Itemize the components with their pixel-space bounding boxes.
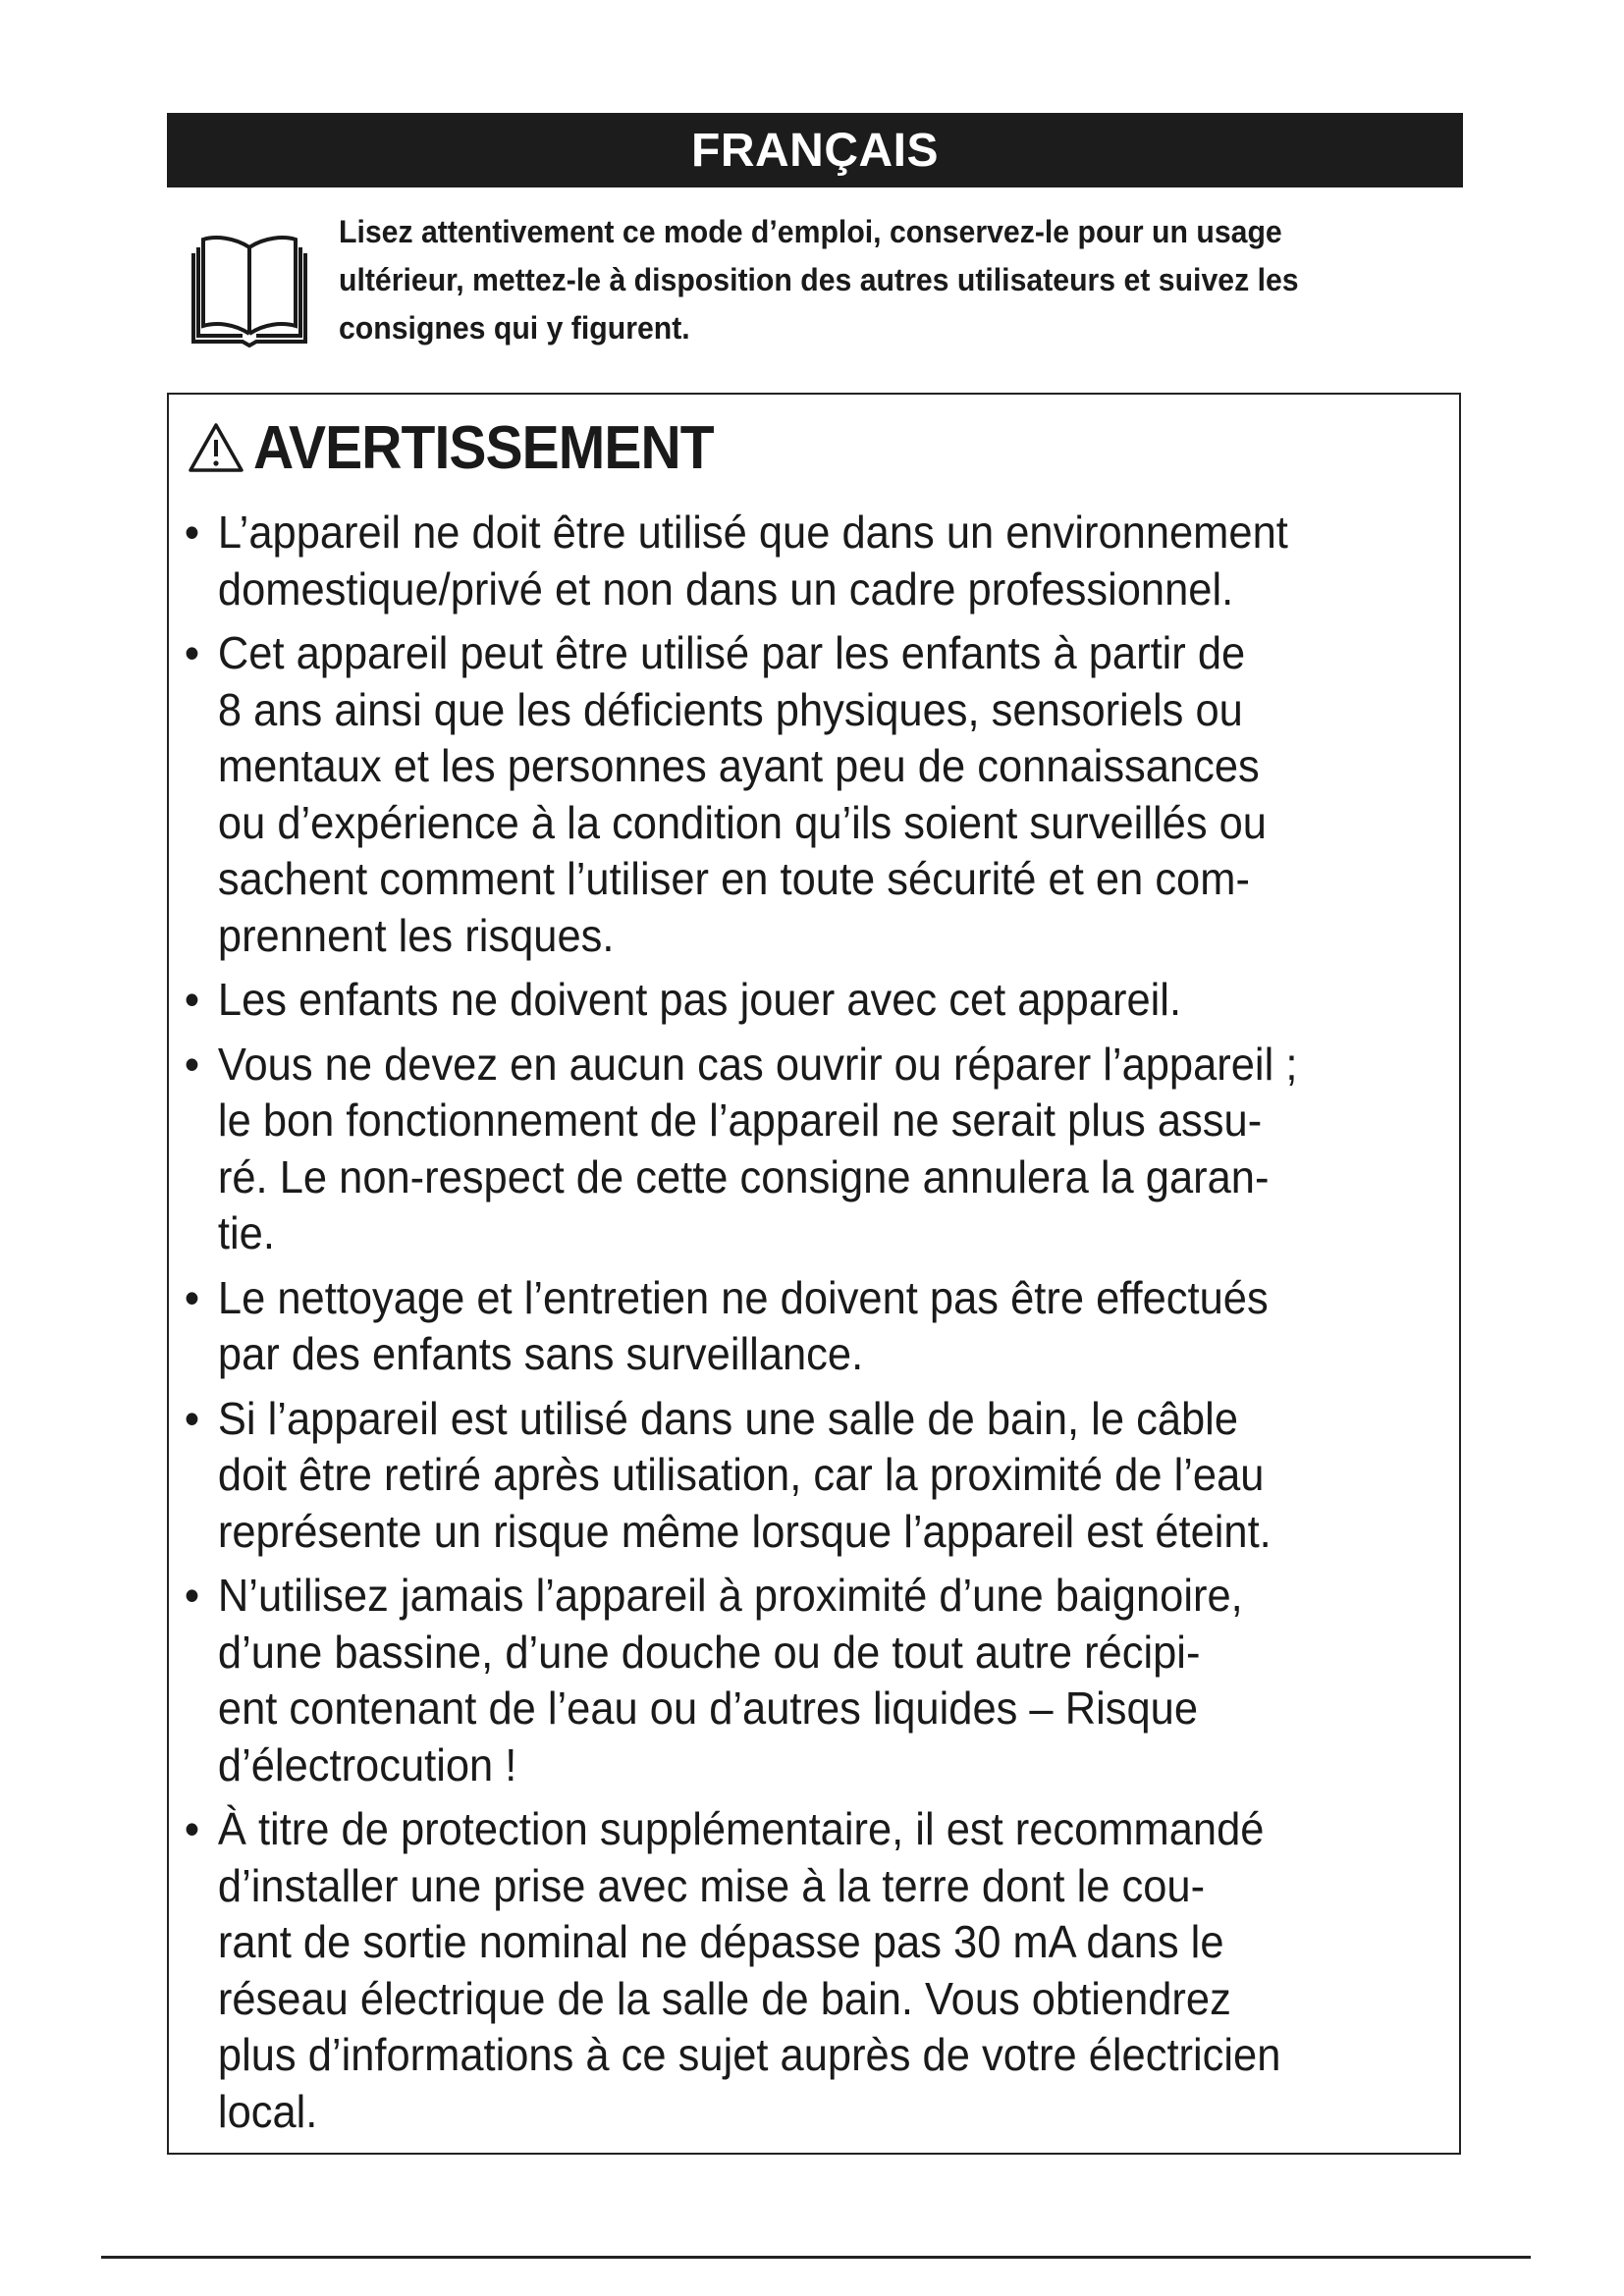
warning-item xyxy=(183,972,1480,1029)
warning-line: d’installer une prise avec mise à la terre dont le cou- xyxy=(217,1859,1206,1911)
warning-line: Le nettoyage et l’entretien ne doivent pas être effectués xyxy=(217,1271,1269,1323)
warning-line: prennent les risques. xyxy=(217,909,615,961)
intro-text xyxy=(339,208,1380,352)
bullet-icon: • xyxy=(184,974,200,1025)
bullet-icon: • xyxy=(184,627,200,678)
intro-notice xyxy=(182,208,1463,355)
warning-line: domestique/privé et non dans un cadre professionnel. xyxy=(217,562,1234,614)
warning-line: N’utilisez jamais l’appareil à proximité d’une baignoire, xyxy=(217,1570,1243,1621)
warning-line: Cet appareil peut être utilisé par les enfants à partir de xyxy=(217,627,1246,678)
warning-line: d’une bassine, d’une douche ou de tout autre récipi- xyxy=(217,1626,1201,1678)
warning-line: mentaux et les personnes ayant peu de connaissances xyxy=(217,740,1260,791)
warning-item xyxy=(183,505,1480,617)
warning-line: local. xyxy=(217,2085,318,2137)
warning-line: tie. xyxy=(217,1207,275,1258)
warning-line: ré. Le non-respect de cette consigne annulera la garan- xyxy=(217,1150,1270,1202)
warning-line: doit être retiré après utilisation, car la proximité de l’eau xyxy=(217,1449,1265,1500)
warning-line: d’électrocution ! xyxy=(217,1738,517,1790)
warning-item xyxy=(183,1270,1480,1383)
language-title: FRANÇAIS xyxy=(691,124,939,177)
warning-line: sachent comment l’utiliser en toute sécurité et en com- xyxy=(217,853,1250,904)
open-book-icon xyxy=(186,226,313,347)
warning-line: À titre de protection supplémentaire, il est recommandé xyxy=(217,1803,1265,1854)
footer-divider xyxy=(101,2256,1531,2259)
bullet-icon: • xyxy=(184,1803,200,1854)
intro-line: consignes qui y figurent. xyxy=(339,310,690,346)
warning-line: le bon fonctionnement de l’appareil ne serait plus assu- xyxy=(217,1095,1263,1146)
bullet-icon: • xyxy=(184,1038,200,1090)
warning-heading xyxy=(187,408,753,487)
warning-line: par des enfants sans surveillance. xyxy=(217,1328,864,1379)
warning-item xyxy=(183,625,1480,964)
warning-item xyxy=(183,1391,1480,1561)
warning-line: L’appareil ne doit être utilisé que dans un environnement xyxy=(217,507,1288,558)
warning-item xyxy=(183,1037,1480,1262)
warning-line: Vous ne devez en aucun cas ouvrir ou réparer l’appareil ; xyxy=(217,1038,1298,1090)
language-header xyxy=(167,113,1463,187)
warning-line: ent contenant de l’eau ou d’autres liquides – Risque xyxy=(217,1682,1199,1734)
bullet-icon: • xyxy=(184,1271,200,1323)
warning-line: ou d’expérience à la condition qu’ils soient surveillés ou xyxy=(217,796,1267,848)
warning-line: Si l’appareil est utilisé dans une salle de bain, le câble xyxy=(217,1392,1239,1444)
intro-line: ultérieur, mettez-le à disposition des autres utilisateurs et suivez les xyxy=(339,262,1299,297)
warning-list xyxy=(183,505,1459,2148)
warning-item xyxy=(183,1568,1480,1793)
warning-line: rant de sortie nominal ne dépasse pas 30 mA dans le xyxy=(217,1916,1224,1967)
warning-line: représente un risque même lorsque l’appareil est éteint. xyxy=(217,1505,1272,1557)
warning-title: AVERTISSEMENT xyxy=(253,413,714,482)
intro-line: Lisez attentivement ce mode d’emploi, conservez-le pour un usage xyxy=(339,214,1282,249)
warning-triangle-icon xyxy=(187,421,245,474)
warning-item xyxy=(183,1801,1480,2140)
warning-line: plus d’informations à ce sujet auprès de votre électricien xyxy=(217,2029,1281,2080)
warning-line: réseau électrique de la salle de bain. Vous obtiendrez xyxy=(217,1972,1231,2024)
warning-box xyxy=(167,393,1461,2155)
bullet-icon: • xyxy=(184,507,200,558)
bullet-icon: • xyxy=(184,1392,200,1444)
warning-line: 8 ans ainsi que les déficients physiques, sensoriels ou xyxy=(217,683,1243,735)
warning-line: Les enfants ne doivent pas jouer avec cet appareil. xyxy=(217,974,1182,1025)
bullet-icon: • xyxy=(184,1570,200,1621)
